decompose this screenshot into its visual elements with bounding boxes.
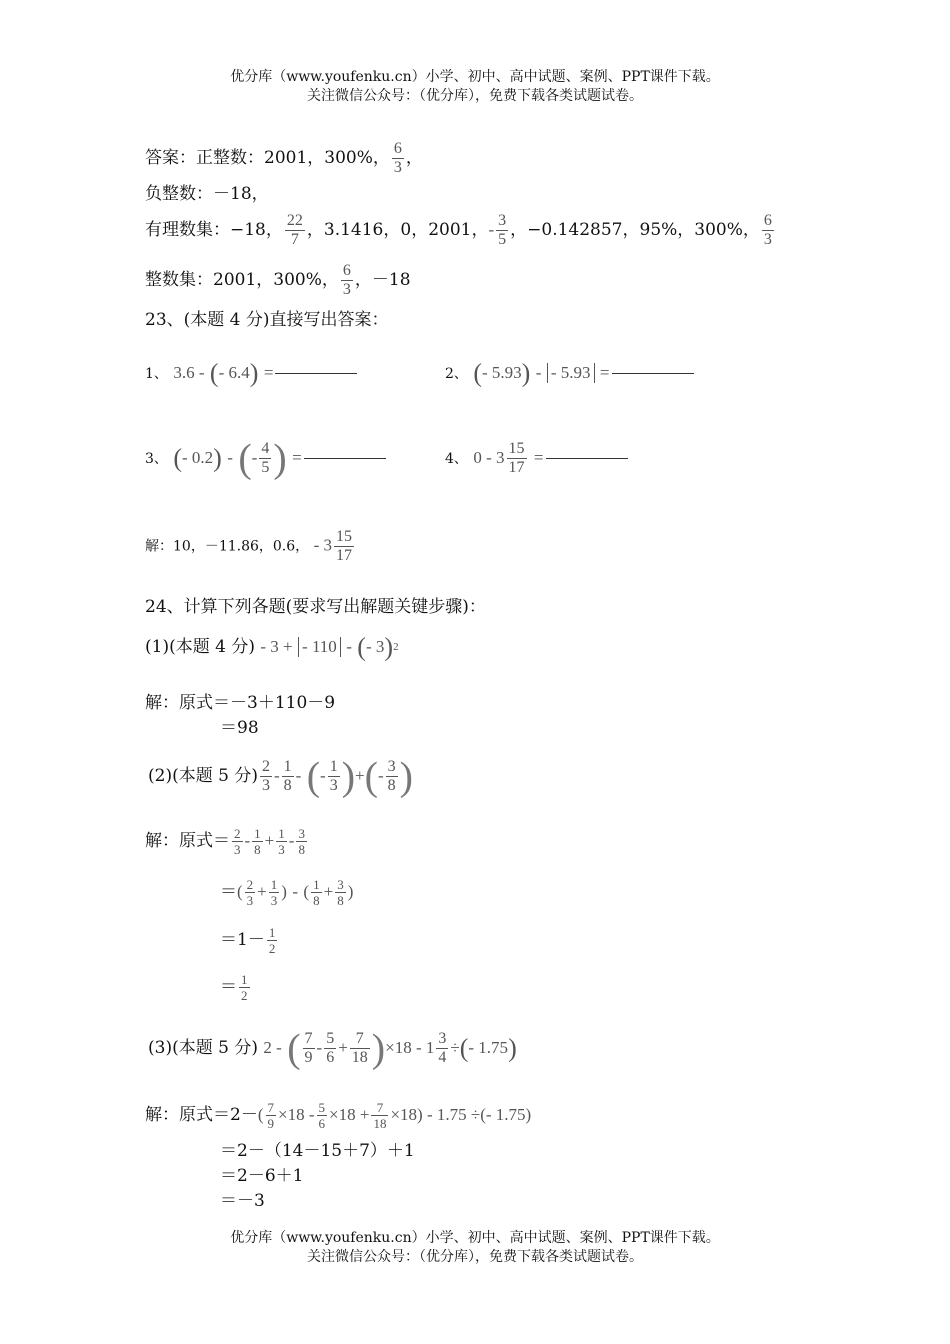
q24-p2-solution-4: ＝ $\frac{1}{2}$ (220, 972, 248, 1003)
fraction-3-8: $\frac{3}{8}$ (337, 877, 344, 908)
answer-blank[interactable] (546, 458, 628, 459)
fraction-6-3: $\frac{6}{3}$ (763, 212, 772, 248)
q24-p3-solution-2: ＝2－（14－15＋7）＋1 (220, 1141, 415, 1161)
answer-label: 答案：正整数：2001，300%， (145, 148, 390, 168)
fraction-1-3: $\frac{1}{3}$ (278, 826, 285, 857)
fraction-1-3: $\frac{1}{3}$ (329, 758, 338, 794)
q23-problem-4: 4、 0 - 3 $\frac{15}{17}$ = (445, 440, 628, 477)
fraction-3-8: $\frac{3}{8}$ (387, 758, 396, 794)
q23-problem-2: 2、 (- 5.93) - - 5.93 = (445, 362, 694, 385)
fraction-3-5: $\frac{3}{5}$ (498, 212, 507, 248)
fraction-2-3: $\frac{2}{3}$ (234, 826, 241, 857)
fraction-7-18: $\frac{7}{18}$ (373, 1100, 387, 1131)
fraction-15-17: $\frac{15}{17}$ (336, 528, 353, 564)
q24-p3-solution-1: 解：原式＝2－( $\frac{7}{9}$ ×18 - $\frac{5}{6}$ ×18 + $\frac{7}{18}$ ×18) - 1.75 ÷(- 1.75) (145, 1100, 532, 1131)
footer-line-2: 关注微信公众号：（优分库），免费下载各类试题试卷。 (307, 1249, 643, 1265)
q23-problem-3: 3、 (- 0.2) - (- $\frac{4}{5}$ ) = (145, 440, 386, 477)
fraction-4-5: $\frac{4}{5}$ (261, 440, 270, 476)
answer-integer-set: 整数集：2001，300%， $\frac{6}{3}$ ，－18 (145, 262, 411, 298)
fraction-1-8: $\frac{1}{8}$ (313, 877, 320, 908)
fraction-1-2: $\frac{1}{2}$ (241, 972, 248, 1003)
q24-problem-1: (1)(本题 4 分) - 3 + - 110 - (- 3)$^2$ (145, 632, 399, 662)
q24-p1-solution-1: 解：原式＝－3＋110－9 (145, 693, 336, 713)
q23-problem-1: 1、 3.6 - (- 6.4) = (145, 362, 357, 385)
fraction-7-9: $\frac{7}{9}$ (304, 1030, 313, 1066)
footer-line-1: 优分库（www.youfenku.cn）小学、初中、高中试题、案例、PPT课件下载。 (230, 1230, 720, 1246)
fraction-5-6: $\frac{5}{6}$ (318, 1100, 326, 1131)
answer-positive-integers: 答案：正整数：2001，300%， $\frac{6}{3}$ ， (145, 140, 423, 176)
fraction-3-4: $\frac{3}{4}$ (438, 1030, 447, 1066)
fraction-2-3: $\frac{2}{3}$ (246, 877, 254, 908)
q24-p1-solution-2: ＝98 (220, 718, 259, 738)
fraction-1-8: $\frac{1}{8}$ (254, 826, 261, 857)
fraction-22-7: $\frac{22}{7}$ (286, 212, 303, 248)
q24-p2-solution-3: ＝1－ $\frac{1}{2}$ (220, 925, 276, 956)
fraction-1-3: $\frac{1}{3}$ (270, 877, 278, 908)
q23-solution: 解：10，－11.86，0.6， - 3 $\frac{15}{17}$ (145, 528, 353, 564)
q24-p2-solution-1: 解：原式＝ $\frac{2}{3}$ - $\frac{1}{8}$ + $\frac{1}{3}$ - $\frac{3}{8}$ (145, 826, 305, 857)
q23-title: 23、(本题 4 分)直接写出答案： (145, 310, 389, 330)
fraction-6-3: $\frac{6}{3}$ (393, 140, 402, 176)
q24-p3-solution-3: ＝2－6＋1 (220, 1166, 304, 1186)
fraction-6-3: $\frac{6}{3}$ (342, 262, 351, 298)
answer-blank[interactable] (275, 373, 357, 374)
answer-blank[interactable] (304, 458, 386, 459)
header-line-2: 关注微信公众号：（优分库），免费下载各类试题试卷。 (307, 88, 643, 104)
answer-negative-integers: 负整数：－18， (145, 184, 269, 204)
fraction-1-8: $\frac{1}{8}$ (283, 758, 292, 794)
fraction-7-18: $\frac{7}{18}$ (351, 1030, 368, 1066)
q24-p2-solution-2: ＝( $\frac{2}{3}$ + $\frac{1}{3}$ ) - ( $\frac{1}{8}$ + $\frac{3}{8}$ ) (220, 877, 354, 908)
fraction-5-6: $\frac{5}{6}$ (326, 1030, 335, 1066)
q24-problem-3: (3)(本题 5 分) 2 - ( $\frac{7}{9}$ - $\frac{5}{6}$ + $\frac{7}{18}$ )×18 - 1 $\frac{3}{4}$ ÷(- 1.75) (148, 1025, 517, 1071)
answer-blank[interactable] (612, 373, 694, 374)
fraction-1-2: $\frac{1}{2}$ (268, 925, 276, 956)
q24-problem-2: (2)(本题 5 分) $\frac{2}{3}$ - $\frac{1}{8}$ - (- $\frac{1}{3}$ )+(- $\frac{3}{8}$ ) (148, 753, 413, 799)
fraction-15-17: $\frac{15}{17}$ (508, 440, 525, 476)
q24-p3-solution-4: ＝－3 (220, 1191, 265, 1211)
header-line-1: 优分库（www.youfenku.cn）小学、初中、高中试题、案例、PPT课件下载。 (230, 69, 720, 85)
fraction-2-3: $\frac{2}{3}$ (261, 758, 270, 794)
fraction-3-8: $\frac{3}{8}$ (298, 826, 305, 857)
answer-rational-set: 有理数集：−18， $\frac{22}{7}$ ，3.1416，0，2001，- $\frac{3}{5}$ ，−0.142857，95%，300%， $\frac{6}{3}$ (145, 212, 772, 248)
q24-title: 24、计算下列各题(要求写出解题关键步骤)： (145, 597, 486, 617)
fraction-7-9: $\frac{7}{9}$ (267, 1100, 274, 1131)
